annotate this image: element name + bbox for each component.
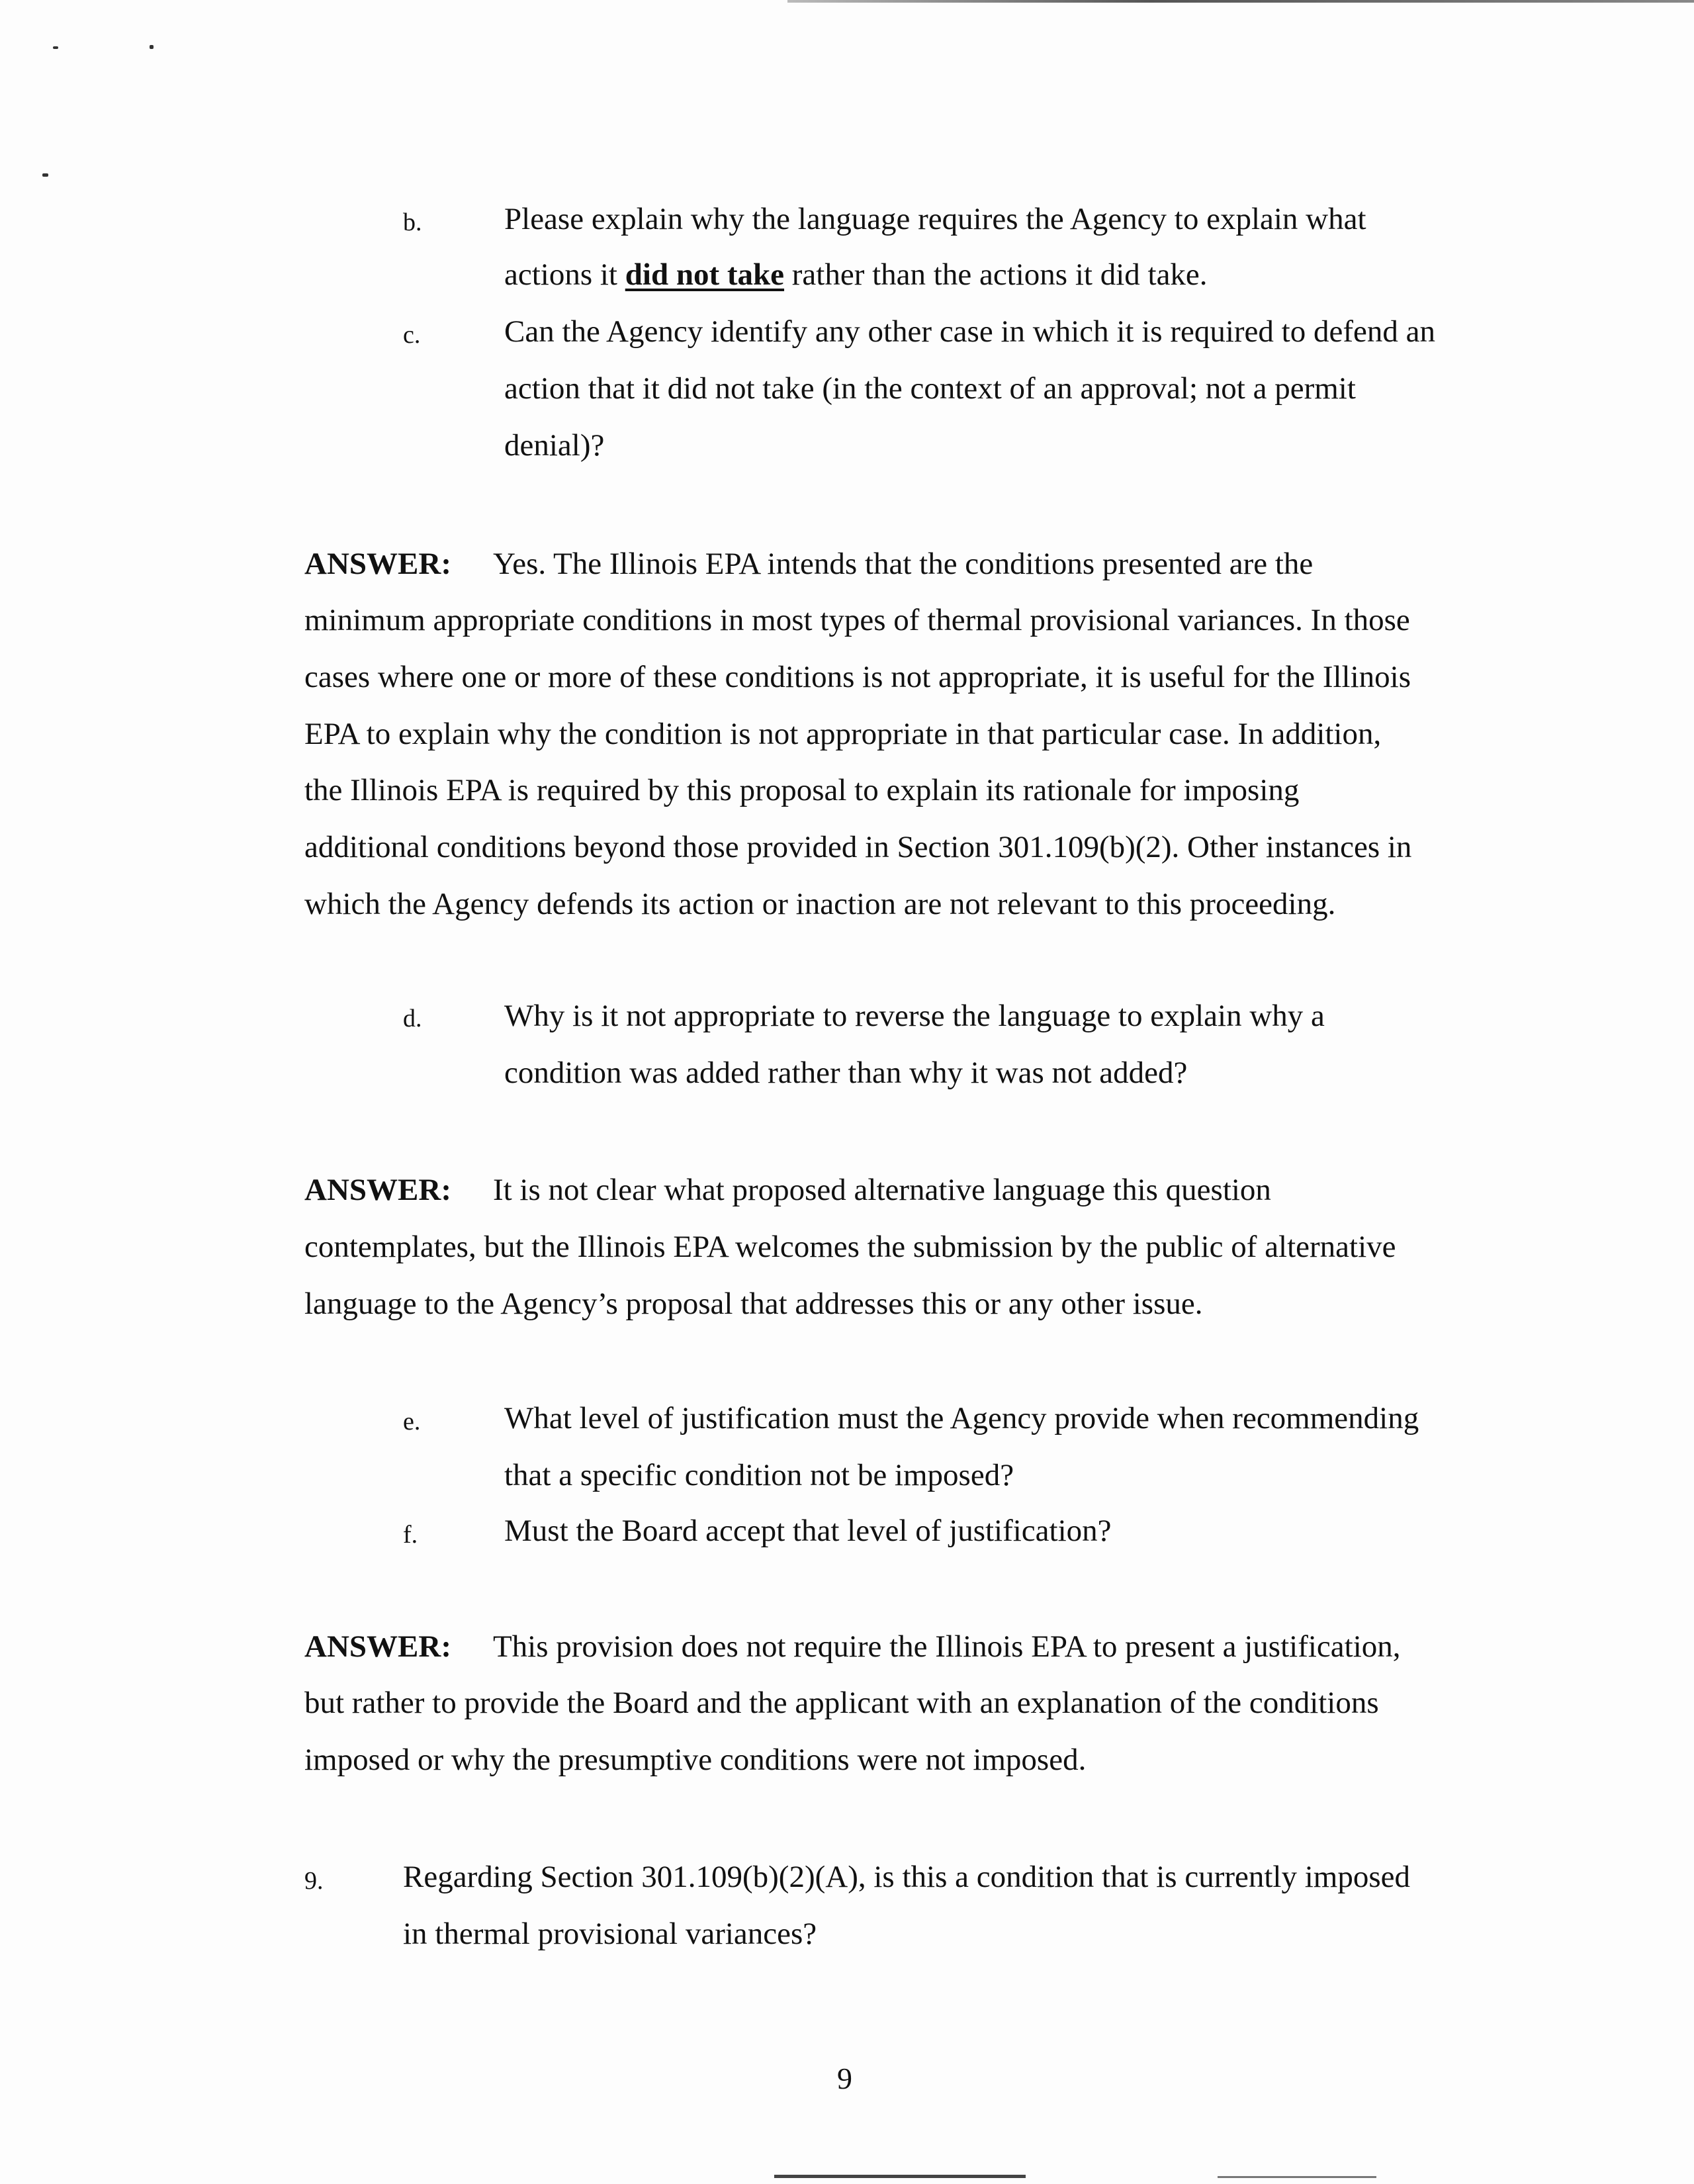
- answer-3-text: This provision does not require the Illinois EPA to present a justification,: [492, 1629, 1401, 1664]
- answer-1-line: minimum appropriate conditions in most types of thermal provisional variances. In those: [304, 603, 1410, 637]
- answer-label: ANSWER:: [304, 1629, 451, 1664]
- item-c-line-3: denial)?: [504, 428, 605, 463]
- question-9-line-2: in thermal provisional variances?: [403, 1917, 817, 1951]
- scan-artifact-top-rule: [787, 0, 1694, 3]
- answer-1-first-line: [304, 549, 1313, 580]
- item-marker-e: e.: [403, 1408, 421, 1435]
- item-marker-d: d.: [403, 1005, 422, 1032]
- item-c-line-2: action that it did not take (in the context of an approval; not a permit: [504, 371, 1356, 406]
- answer-1-line: the Illinois EPA is required by this proposal to explain its rationale for imposing: [304, 773, 1300, 807]
- page-number: 9: [837, 2062, 852, 2095]
- scan-artifact-bottom-rule: [774, 2175, 1026, 2178]
- answer-2-first-line: [304, 1175, 1271, 1206]
- item-d-line-1: Why is it not appropriate to reverse the language to explain why a: [504, 999, 1325, 1033]
- scan-artifact-bottom-rule: [1218, 2176, 1376, 2178]
- answer-1-line: cases where one or more of these conditions is not appropriate, it is useful for the Illinois: [304, 660, 1411, 694]
- item-b-line-2-before: actions it: [504, 257, 625, 292]
- item-b-line-1: Please explain why the language requires the Agency to explain what: [504, 202, 1366, 236]
- scan-speck: [53, 46, 58, 49]
- question-9-line-1: Regarding Section 301.109(b)(2)(A), is this a condition that is currently imposed: [403, 1860, 1410, 1894]
- answer-label: ANSWER:: [304, 1173, 451, 1207]
- answer-1-line: EPA to explain why the condition is not appropriate in that particular case. In addition,: [304, 717, 1382, 751]
- item-marker-c: c.: [403, 321, 421, 349]
- item-e-line-2: that a specific condition not be imposed?: [504, 1458, 1014, 1492]
- answer-1-text: Yes. The Illinois EPA intends that the conditions presented are the: [492, 547, 1314, 581]
- answer-2-line: language to the Agency’s proposal that addresses this or any other issue.: [304, 1287, 1203, 1321]
- item-b-line-2-after: rather than the actions it did take.: [784, 257, 1208, 292]
- item-b-emphasis: did not take: [625, 257, 785, 292]
- answer-2-line: contemplates, but the Illinois EPA welcomes the submission by the public of alternative: [304, 1230, 1396, 1264]
- answer-3-line: but rather to provide the Board and the applicant with an explanation of the conditions: [304, 1686, 1379, 1720]
- question-marker-9: 9.: [304, 1867, 324, 1895]
- item-marker-f: f.: [403, 1521, 418, 1549]
- item-f-line-1: Must the Board accept that level of justification?: [504, 1514, 1112, 1548]
- item-b-line-2: [504, 259, 1208, 291]
- answer-1-line: which the Agency defends its action or inaction are not relevant to this proceeding.: [304, 887, 1336, 921]
- scan-speck: [150, 45, 154, 49]
- answer-3-first-line: [304, 1631, 1401, 1662]
- item-e-line-1: What level of justification must the Agency provide when recommending: [504, 1401, 1419, 1435]
- answer-label: ANSWER:: [304, 547, 451, 581]
- item-marker-b: b.: [403, 208, 422, 236]
- scan-speck: [42, 173, 48, 177]
- answer-3-line: imposed or why the presumptive conditions were not imposed.: [304, 1743, 1087, 1777]
- answer-2-text: It is not clear what proposed alternative language this question: [492, 1173, 1271, 1207]
- item-d-line-2: condition was added rather than why it was not added?: [504, 1056, 1188, 1090]
- item-c-line-1: Can the Agency identify any other case in which it is required to defend an: [504, 314, 1435, 349]
- answer-1-line: additional conditions beyond those provided in Section 301.109(b)(2). Other instances in: [304, 830, 1412, 864]
